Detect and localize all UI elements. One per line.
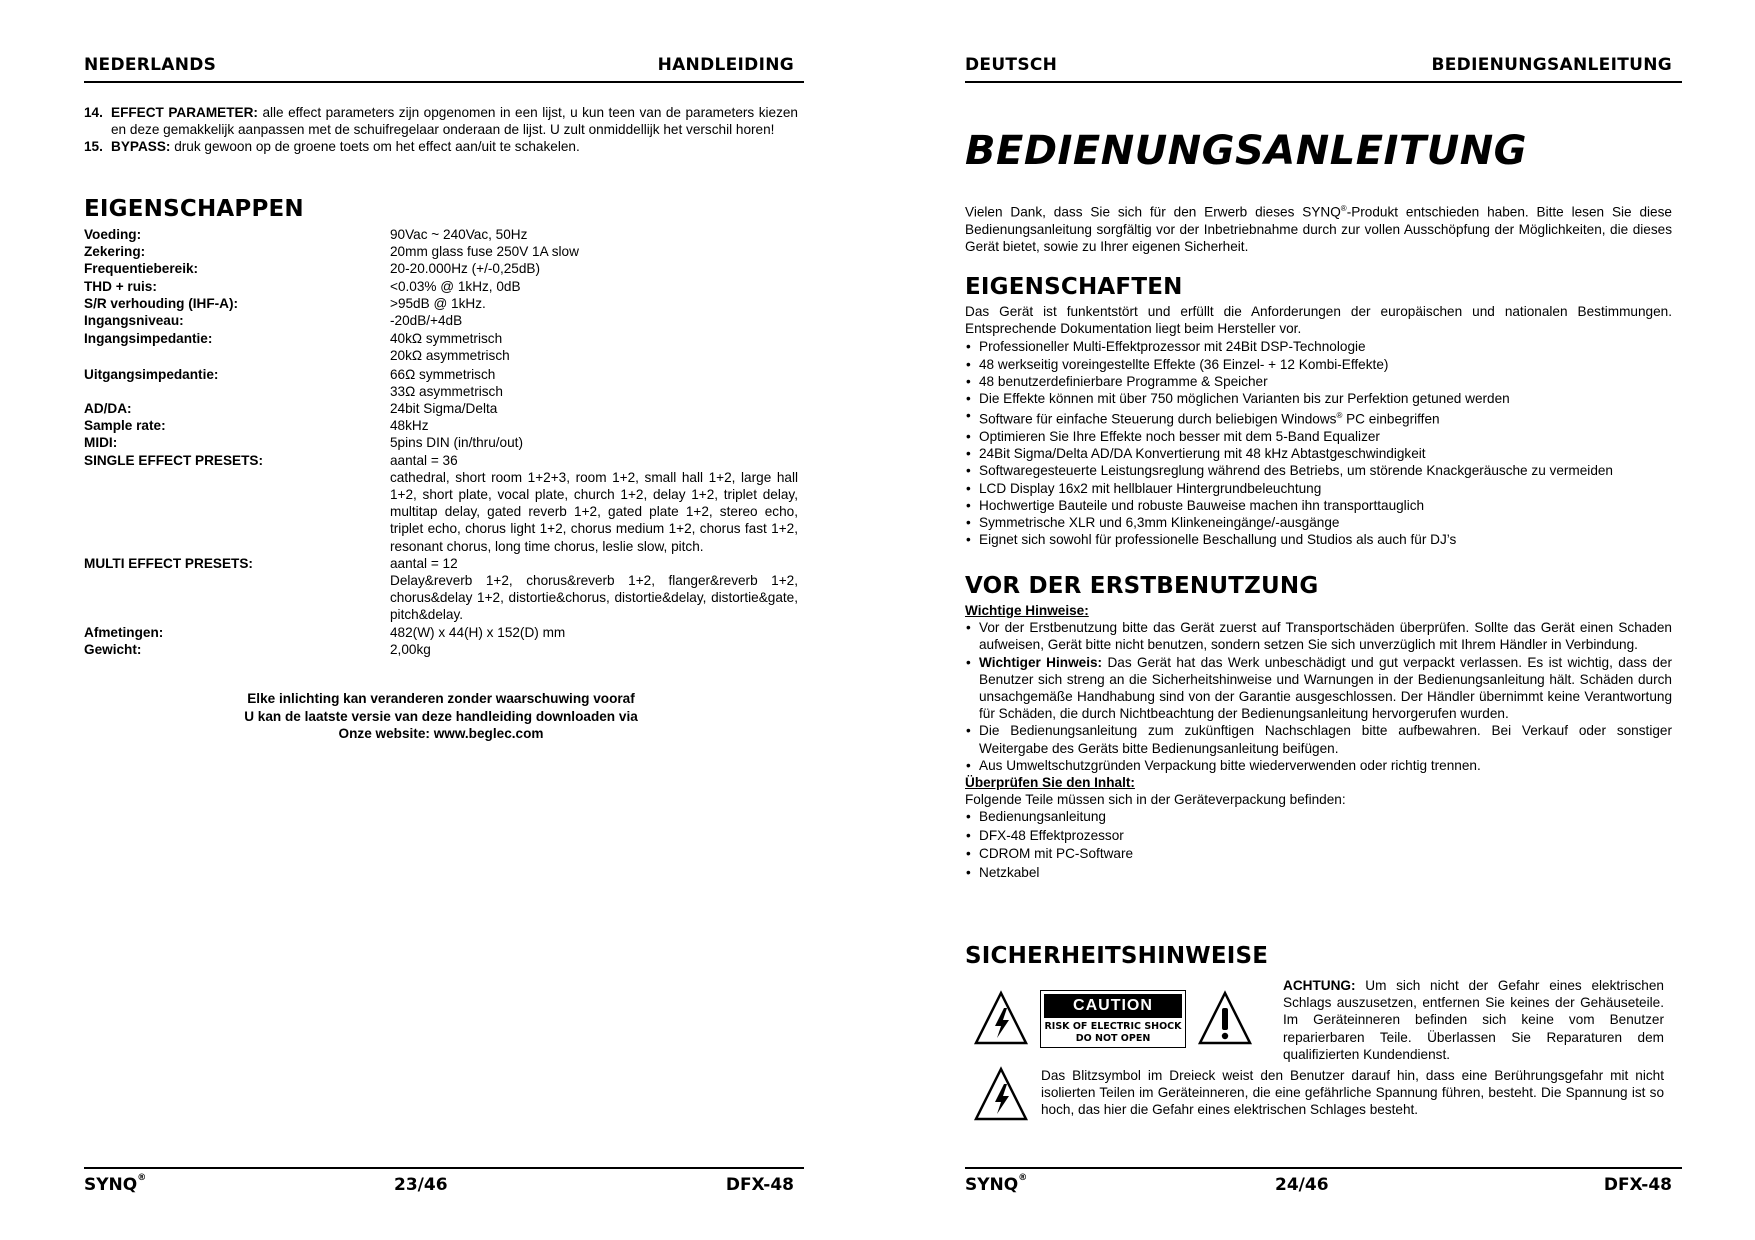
spec-value: 2,00kg <box>390 641 431 657</box>
spec-key: MIDI: <box>84 435 118 451</box>
header-language: DEUTSCH <box>965 55 1058 75</box>
right-page <box>965 0 1682 1240</box>
list-item: • Optimieren Sie Ihre Effekte noch besser mit dem 5-Band Equalizer <box>965 428 1672 445</box>
spec-value <box>390 330 798 364</box>
list-item: • Symmetrische XLR und 6,3mm Klinkeneingänge/-ausgänge <box>965 514 1672 531</box>
contents-heading: Überprüfen Sie den Inhalt: <box>965 775 1135 791</box>
list-item: • LCD Display 16x2 mit hellblauer Hintergrundbeleuchtung <box>965 480 1672 497</box>
item-text: PC einbegriffen <box>1342 411 1440 427</box>
spec-value-paragraph: cathedral, short room 1+2+3, room 1+2, small hall 1+2, large hall 1+2, short plate, vocal plate, church 1+2, delay 1+2, triplet delay, multitap delay, gated reverb 1+2, gated plate 1+2, stereo echo, triplet echo, chorus light 1+2, chorus medium 1+2, chorus fast 1+2, resonant chorus, long time chorus, leslie slow, pitch. <box>390 469 798 554</box>
list-item: • Bedienungsanleitung <box>965 808 1672 826</box>
item-text: Das Gerät hat das Werk unbeschädigt und gut verpackt verlassen. Es ist wichtig, dass der Benutzer sich streng an die Sicherheitshinweise und Warnungen in der Bedienungsanleitung hält. Schäden durch unsachgemäße Handhabung sind von der Garantie ausgeschlossen. Der Händler übernimmt keine Verantwortung für Schäden, die durch Nichtbeachtung der Bedienungsanleitung hervorgerufen wurden. <box>979 654 1672 722</box>
spec-row <box>84 434 798 451</box>
lightning-warning-icon <box>973 1066 1029 1122</box>
spec-key: Ingangsimpedantie: <box>84 331 213 347</box>
spec-row <box>84 330 798 364</box>
spec-key: Gewicht: <box>84 641 142 657</box>
list-item: • Softwaregesteuerte Leistungsreglung während des Betriebs, um störende Knackgeräusche zu vermeiden <box>965 462 1672 479</box>
lightning-paragraph: Das Blitzsymbol im Dreieck weist den Benutzer darauf hin, dass eine Berührungsgefahr mit nicht isolierten Teilen im Geräteinneren, die eine gefährliche Spannung führen, besteht. Die Spannung ist so hoch, das hier die Gefahr eines elektrischen Schlages besteht. <box>1041 1068 1664 1118</box>
list-item: • CDROM mit PC-Software <box>965 845 1672 863</box>
left-page <box>84 0 804 1240</box>
spec-row <box>84 624 798 641</box>
exclamation-warning-icon <box>1197 990 1253 1046</box>
spec-value <box>390 452 798 555</box>
spec-key: Sample rate: <box>84 418 166 434</box>
spec-value <box>390 555 798 624</box>
spec-row <box>84 312 798 329</box>
intro-text: Vielen Dank, dass Sie sich für den Erwerb dieses SYNQ <box>965 204 1341 220</box>
achtung-text: Um sich nicht der Gefahr eines elektrischen Schlags auszusetzen, entfernen Sie keines der Gehäuseteile. Im Geräteinneren befinden sich keine vom Benutzer reparierbaren Teile. Überlassen Sie Reparaturen dem qualifizierten Kundendienst. <box>1283 978 1664 1062</box>
spec-value-line: 66Ω symmetrisch <box>390 366 496 382</box>
brand-name: SYNQ <box>84 1175 138 1195</box>
spec-value: 5pins DIN (in/thru/out) <box>390 435 523 451</box>
notes-block <box>965 602 1672 882</box>
notice-line: U kan de laatste versie van deze handleiding downloaden via <box>244 708 638 724</box>
spec-row <box>84 226 798 243</box>
spec-row <box>84 417 798 434</box>
spec-key: Uitgangsimpedantie: <box>84 366 219 382</box>
caution-title: CAUTION <box>1044 994 1182 1018</box>
list-item: • Die Bedienungsanleitung zum zukünftigen Nachschlagen bitte aufbewahren. Bei Verkauf oder sonstiger Weitergabe des Geräts bitte Bedienungsanleitung beifügen. <box>965 722 1672 756</box>
spec-row <box>84 555 798 624</box>
page-number: 24/46 <box>1275 1175 1329 1195</box>
spec-row <box>84 366 798 400</box>
page-header <box>965 55 1682 83</box>
list-item: • Netzkabel <box>965 864 1672 882</box>
spec-value-line: 40kΩ symmetrisch <box>390 331 503 347</box>
spec-key: Zekering: <box>84 244 146 260</box>
spec-value: 482(W) x 44(H) x 152(D) mm <box>390 624 566 640</box>
section-title-erstbenutzung: VOR DER ERSTBENUTZUNG <box>965 573 1319 599</box>
list-item <box>84 138 798 155</box>
footer-brand <box>965 1175 1027 1195</box>
spec-value: <0.03% @ 1kHz, 0dB <box>390 278 521 294</box>
brand-name: SYNQ <box>965 1175 1019 1195</box>
spec-key: S/R verhouding (IHF-A): <box>84 295 239 311</box>
spec-table <box>84 226 798 658</box>
spec-row <box>84 278 798 295</box>
spec-value-paragraph: Delay&reverb 1+2, chorus&reverb 1+2, flanger&reverb 1+2, chorus&delay 1+2, distortie&chorus, distortie&delay, distortie&gate, pitch&delay. <box>390 573 798 623</box>
spec-value-line: aantal = 12 <box>390 555 458 571</box>
list-item: • Hochwertige Bauteile und robuste Bauweise machen ihn transporttauglich <box>965 497 1672 514</box>
registered-mark: ® <box>1336 411 1343 421</box>
list-item: • 24Bit Sigma/Delta AD/DA Konvertierung mit 48 kHz Abtastgeschwindigkeit <box>965 445 1672 462</box>
contents-intro: Folgende Teile müssen sich in der Geräteverpackung befinden: <box>965 792 1346 808</box>
item-label: EFFECT PARAMETER: <box>111 105 258 120</box>
caution-line: DO NOT OPEN <box>1075 1032 1151 1044</box>
spec-value: 20-20.000Hz (+/-0,25dB) <box>390 261 540 277</box>
spec-key: MULTI EFFECT PRESETS: <box>84 555 253 571</box>
item-number: 14. <box>84 105 103 120</box>
footer-model: DFX-48 <box>1603 1175 1672 1195</box>
item-number: 15. <box>84 139 103 155</box>
features-list <box>965 338 1672 548</box>
caution-label <box>1040 990 1186 1048</box>
intro-paragraph <box>965 200 1672 255</box>
contents-list <box>965 808 1672 882</box>
spec-value <box>390 366 798 400</box>
list-item: • Eignet sich sowohl für professionelle Beschallung und Studios als auch für DJ’s <box>965 531 1672 548</box>
footer-model: DFX-48 <box>725 1175 794 1195</box>
features-intro: Das Gerät ist funkentstört und erfüllt die Anforderungen der europäischen und nationalen Bestimmungen. Entsprechende Dokumentation liegt beim Hersteller vor. <box>965 304 1672 337</box>
spec-value-line: 33Ω asymmetrisch <box>390 383 503 399</box>
spec-value: >95dB @ 1kHz. <box>390 295 486 311</box>
header-section: BEDIENUNGSANLEITUNG <box>1431 55 1672 75</box>
item-text: alle effect parameters zijn opgenomen in een lijst, u kun teen van de parameters kiezen en deze gemakkelijk aanpassen met de schuifregelaar onderaan de lijst. U zult onmiddellijk het verschil horen! <box>111 105 798 138</box>
page-footer <box>965 1167 1682 1199</box>
section-title-eigenschaften: EIGENSCHAFTEN <box>965 274 1183 300</box>
notes-heading: Wichtige Hinweise: <box>965 603 1089 618</box>
spec-row <box>84 641 798 658</box>
list-item: • 48 werkseitig voreingestellte Effekte (36 Einzel- + 12 Kombi-Effekte) <box>965 356 1672 373</box>
page-header <box>84 55 804 83</box>
item-text: Software für einfache Steuerung durch beliebigen Windows <box>979 411 1337 427</box>
spec-value: 20mm glass fuse 250V 1A slow <box>390 244 579 260</box>
achtung-label: ACHTUNG: <box>1283 978 1356 993</box>
caution-text <box>1041 1021 1185 1044</box>
registered-mark: ® <box>1340 204 1347 213</box>
spec-key: AD/DA: <box>84 401 132 417</box>
page-footer <box>84 1167 804 1199</box>
spec-key: Ingangsniveau: <box>84 313 184 329</box>
spec-row <box>84 452 798 555</box>
registered-mark: ® <box>137 1173 147 1183</box>
registered-mark: ® <box>1018 1173 1028 1183</box>
header-section: HANDLEIDING <box>657 55 794 75</box>
spec-key: SINGLE EFFECT PRESETS: <box>84 452 264 468</box>
notice-line: Onze website: www.beglec.com <box>338 726 544 741</box>
list-item: • Aus Umweltschutzgründen Verpackung bitte wiederverwenden oder richtig trennen. <box>965 757 1672 774</box>
list-item <box>965 654 1672 723</box>
numbered-list <box>84 104 798 156</box>
spec-value: -20dB/+4dB <box>390 313 463 329</box>
list-item <box>84 104 798 138</box>
notice-line: Elke inlichting kan veranderen zonder waarschuwing vooraf <box>247 691 635 706</box>
section-title-sicherheitshinweise: SICHERHEITSHINWEISE <box>965 943 1269 969</box>
section-title-eigenschappen: EIGENSCHAPPEN <box>84 196 304 222</box>
spec-row <box>84 260 798 277</box>
spec-value: 90Vac ~ 240Vac, 50Hz <box>390 227 528 242</box>
spec-value-line: 20kΩ asymmetrisch <box>390 348 510 364</box>
caution-line: RISK OF ELECTRIC SHOCK <box>1044 1021 1182 1032</box>
spec-value-line: aantal = 36 <box>390 452 458 468</box>
spec-value: 24bit Sigma/Delta <box>390 401 498 417</box>
spec-key: Voeding: <box>84 227 142 242</box>
item-label: Wichtiger Hinweis: <box>979 654 1103 670</box>
intro-text: -Produkt entschieden haben. Bitte lesen Sie diese Bedienungsanleitung sorgfältig vor der Inbetriebnahme durch zur vollen Ausschöpfung der Möglichkeiten, die dieses Gerät bietet, sowie zu Ihrer eigenen Sicherheit. <box>965 204 1672 254</box>
spec-row <box>84 243 798 260</box>
list-item: • DFX-48 Effektprozessor <box>965 827 1672 845</box>
features-block <box>965 303 1672 548</box>
notes-list <box>965 619 1672 774</box>
spec-row <box>84 295 798 312</box>
lightning-warning-icon <box>973 990 1029 1046</box>
spec-value: 48kHz <box>390 418 429 434</box>
list-item <box>965 407 1672 428</box>
document-title: BEDIENUNGSANLEITUNG <box>965 128 1527 174</box>
achtung-paragraph <box>1283 977 1664 1063</box>
footer-brand <box>84 1175 146 1195</box>
spec-row <box>84 400 798 417</box>
item-text: druk gewoon op de groene toets om het effect aan/uit te schakelen. <box>170 139 580 155</box>
page-number: 23/46 <box>394 1175 448 1195</box>
list-item: • 48 benutzerdefinierbare Programme & Speicher <box>965 373 1672 390</box>
list-item: • Professioneller Multi-Effektprozessor mit 24Bit DSP-Technologie <box>965 338 1672 355</box>
list-item: • Die Effekte können mit über 750 möglichen Varianten bis zur Perfektion getuned werden <box>965 390 1672 407</box>
header-language: NEDERLANDS <box>84 55 217 75</box>
spec-key: THD + ruis: <box>84 278 157 294</box>
item-label: BYPASS: <box>111 139 171 155</box>
spec-key: Afmetingen: <box>84 624 164 640</box>
spec-key: Frequentiebereik: <box>84 261 199 277</box>
list-item: • Vor der Erstbenutzung bitte das Gerät zuerst auf Transportschäden überprüfen. Sollte das Gerät einen Schaden aufweisen, Gerät bitte nicht benutzen, sondern setzen Sie sich unverzüglich mit Ihrem Händler in Verbindung. <box>965 619 1672 653</box>
notice-block <box>84 690 798 743</box>
